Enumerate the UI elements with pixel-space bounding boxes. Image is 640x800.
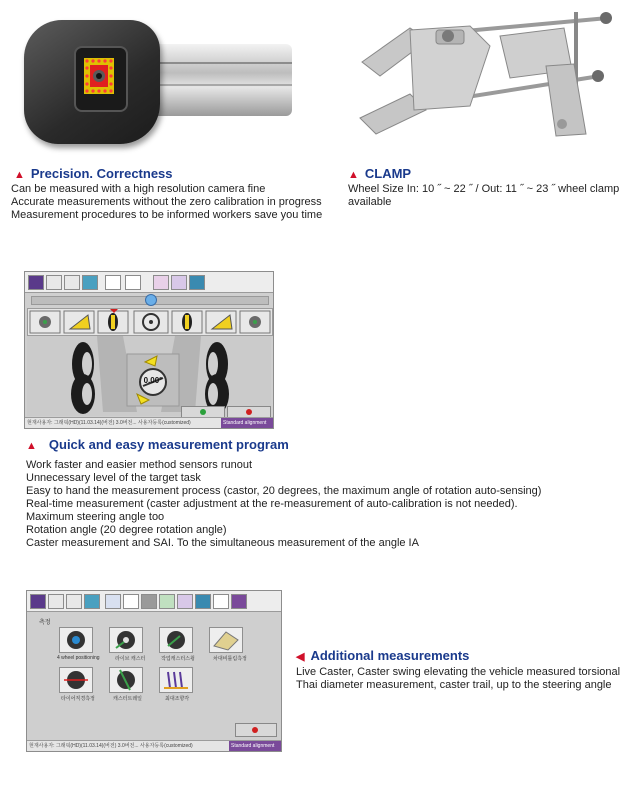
tile-caster-swing[interactable] <box>159 627 193 653</box>
program-line: Real-time measurement (caster adjustment at the re-measurement of auto-calibration is not needed). <box>26 498 518 510</box>
magnifier-icon <box>171 275 187 290</box>
additional-measurement-screenshot <box>26 590 282 752</box>
menu-icon <box>28 275 44 290</box>
program-toolbar <box>25 272 273 293</box>
program-description <box>26 459 541 550</box>
program-line: Caster measurement and SAI. To the simultaneous measurement of the angle IA <box>26 537 419 549</box>
gauge-icon <box>46 275 62 290</box>
gauge-icon <box>48 594 64 609</box>
triangle-icon: ▲ <box>348 169 359 181</box>
step-icon-row <box>27 308 273 336</box>
tile-max-steering[interactable] <box>159 667 193 693</box>
additional-line: Thai diameter measurement, caster trail, up to the steering angle <box>296 679 612 691</box>
precision-heading: ▲ Precision. Correctness <box>14 166 173 181</box>
home-icon <box>64 275 80 290</box>
document-icon <box>105 594 121 609</box>
program-line: Unnecessary level of the target task <box>26 472 201 484</box>
red-dot-icon <box>246 409 252 415</box>
blank-icon <box>125 275 141 290</box>
program-line: Rotation angle (20 degree rotation angle) <box>26 524 227 536</box>
tile-label: 라이브 캐스터 <box>115 656 146 662</box>
camera-sensor-image <box>24 14 292 154</box>
tile-caster-trail[interactable] <box>109 667 143 693</box>
settings-icon <box>153 275 169 290</box>
tile-label: 4 wheel positioning <box>57 655 100 661</box>
additional-heading: ◀ Additional measurements <box>296 648 470 663</box>
wheel-clamp-image <box>350 6 612 146</box>
additional-line: Live Caster, Caster swing elevating the vehicle measured torsional <box>296 666 621 678</box>
blank-icon <box>123 594 139 609</box>
clamp-line: available <box>348 196 392 208</box>
precision-line: Can be measured with a high resolution camera fine <box>11 183 266 195</box>
panel-title: 측정 <box>39 620 51 626</box>
window-icon <box>231 594 247 609</box>
clamp-line: Wheel Size In: 10 ˝ ~ 22 ˝ / Out: 11 ˝ ~ 23 ˝ wheel clamp <box>348 183 620 195</box>
printer-icon <box>82 275 98 290</box>
green-dot-icon <box>200 409 206 415</box>
clamp-description <box>348 183 619 209</box>
blank-icon <box>105 275 121 290</box>
angle-readout: 0.00° <box>143 376 163 385</box>
camera-lens-face <box>74 46 128 112</box>
tile-label: 차대비틀림측정 <box>213 656 247 662</box>
red-dot-icon <box>252 727 258 733</box>
precision-line: Measurement procedures to be informed workers save you time <box>11 209 323 221</box>
status-mode-badge: Standard alignment <box>229 741 281 751</box>
home-icon <box>66 594 82 609</box>
tile-four-wheel[interactable] <box>59 627 93 653</box>
blank-icon <box>213 594 229 609</box>
triangle-icon: ▲ <box>14 169 25 181</box>
status-mode-badge: Standard alignment <box>221 418 273 428</box>
status-text: 현재사용자: 그래픽(HD)(11.03.14)(버전) 3.0버전... 사용자등록(customized) <box>29 743 193 749</box>
program-line: Easy to hand the measurement process (castor, 20 degrees, the maximum angle of rotation auto-sensing) <box>26 485 542 497</box>
tile-label: 캐스터트레일 <box>113 696 142 702</box>
precision-description <box>11 183 322 222</box>
tile-live-caster[interactable] <box>109 627 143 653</box>
menu-icon <box>30 594 46 609</box>
grid-icon <box>141 594 157 609</box>
tile-label: 작업캐스터스윙 <box>161 656 195 662</box>
tile-label: 타이어직경측정 <box>61 696 95 702</box>
progress-knob-icon <box>145 294 157 306</box>
tile-label: 최대조향각 <box>165 696 190 702</box>
measurement-panel <box>29 613 279 739</box>
close-button[interactable] <box>235 723 277 737</box>
program-toolbar <box>27 591 281 612</box>
printer-icon <box>84 594 100 609</box>
alignment-program-screenshot <box>24 271 274 429</box>
tile-chassis-twist[interactable] <box>209 627 243 653</box>
monitor-icon <box>189 275 205 290</box>
triangle-icon: ▲ <box>26 440 37 452</box>
additional-description <box>296 666 620 692</box>
program-line: Maximum steering angle too <box>26 511 165 523</box>
clamp-heading: ▲ CLAMP <box>348 166 412 181</box>
globe-icon <box>159 594 175 609</box>
wheel-stage <box>27 336 271 416</box>
triangle-left-icon: ◀ <box>296 651 305 663</box>
tile-tire-diameter[interactable] <box>59 667 93 693</box>
program-line: Work faster and easier method sensors runout <box>26 459 253 471</box>
monitor-icon <box>195 594 211 609</box>
status-text: 현재사용자: 그래픽(HD)(11.03.14)(버전) 3.0버전... 사용자등록(customized) <box>27 420 191 426</box>
magnifier-icon <box>177 594 193 609</box>
precision-line: Accurate measurements without the zero calibration in progress <box>11 196 322 208</box>
program-heading: ▲ Quick and easy measurement program <box>26 437 289 452</box>
